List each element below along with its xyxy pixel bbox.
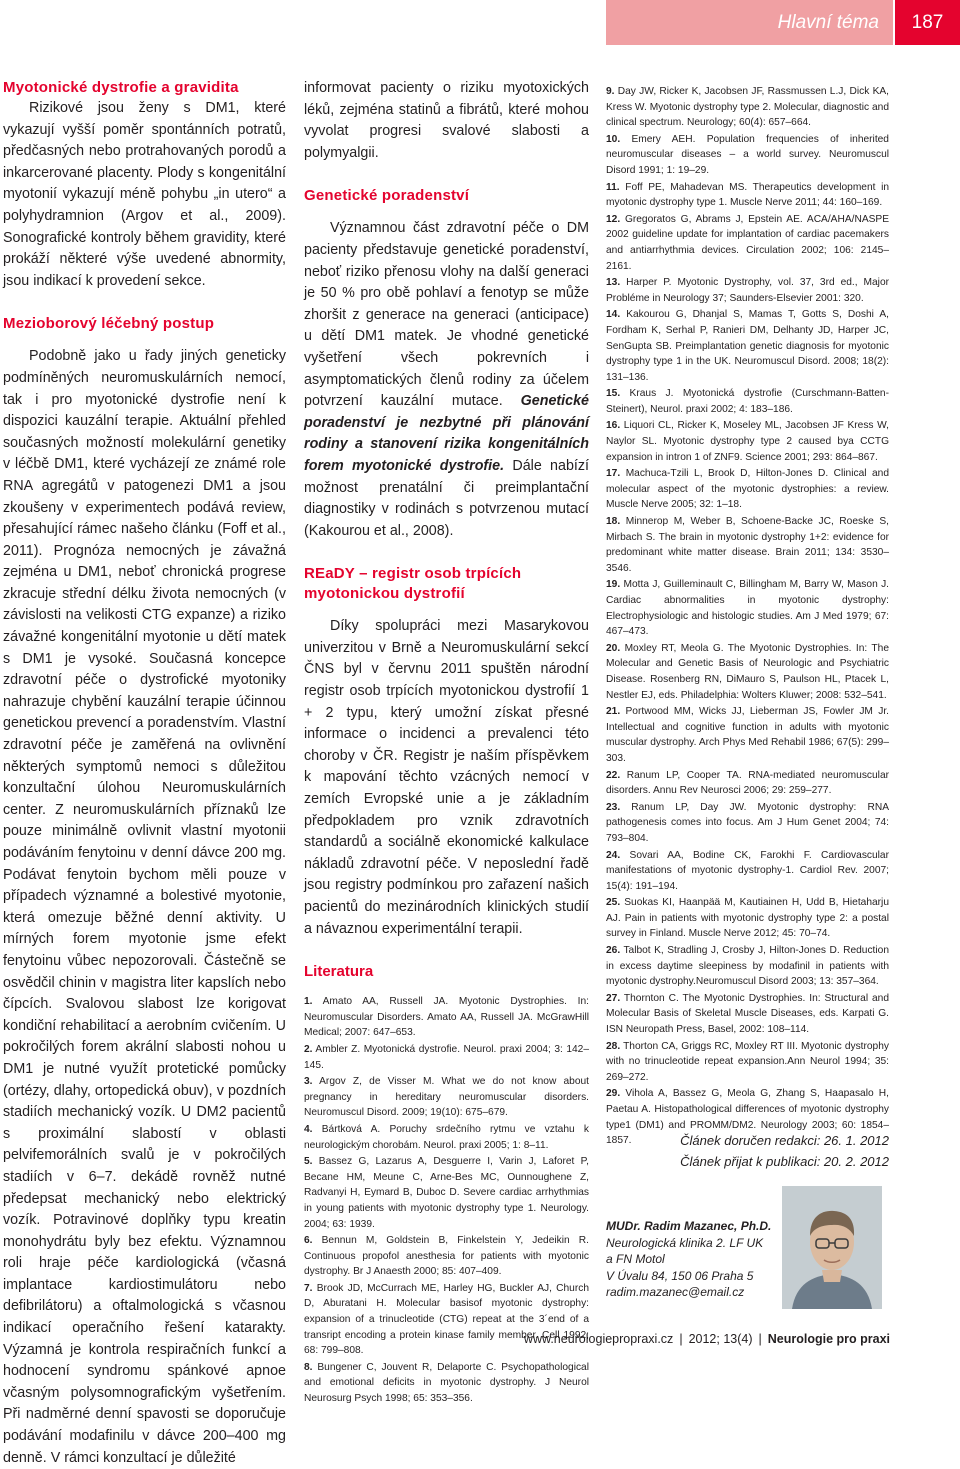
reference-item: 8. Bungener C, Jouvent R, Delaporte C. Psychopathological and emotional deficits in myotonic dystrophy. J Neurol Neurosurg Psych 1998; 65: 353–356. [304,1361,589,1405]
reference-item: 18. Minnerop M, Weber B, Schoene-Backe JC, Roeske S, Mirbach S. The brain in myotonic dystrophy 1+2: evidence for predominant white matter disease. Brain 2011; 134: 3530–3546. [606,516,889,574]
heading-genetic-counseling: Genetické poradenství [304,187,470,205]
page-footer [492,1330,890,1348]
reference-item: 6. Bennun M, Goldstein B, Finkelstein Y, Jedeikin R. Continuous propofol anesthesia for patients with myotonic dystrophy. Br J Anaesth 2000; 85: 407–409. [304,1235,589,1278]
reference-item: 17. Machuca-Tzili L, Brook D, Hilton-Jones D. Clinical and molecular aspect of the myotonic dystrophies: a review. Muscle Nerve 2005; 32: 1–18. [606,468,889,511]
author-affiliation-1: Neurologická klinika 2. LF UK [606,1235,764,1250]
reference-item: 9. Day JW, Ricker K, Jacobsen JF, Rassmussen L.J, Dick KA, Kress W. Myotonic dystrophy type 2. Molecular, diagnostic and clinical spectrum. Neurology; 60(4): 657–664. [606,86,889,129]
paragraph-treatment-text: Podobně jako u řady jiných geneticky podmíněných neuromuskulárních nemocí, tak i pro myotonické dystrofie není k dispozici kauzální terapie. Aktuální přehled současných možností molekulární genetiky v léčbě DM1, které vycházejí ze známé role RNA agregátů v patogenezi DM1 a jsou zkoušeny v experimentech podává review, přesahující rámec našeho článku (Foff et al., 2011). Prognóza nemocných je závažná zejména u DM1, neboť chronická progrese zkracuje střední délku života nemocných (v závislosti na velikosti CTG expanze) a riziko závažné kongenitální myotonie u dětí matek s DM1 je vysoké. Současná koncepce zdravotní péče o dystrofické myotoniky nahrazuje chybění kauzální terapie účinnou genetickou prevencí a poradenstvím. Vlastní zdravotní péče je zaměřená na ovlivnění některých symptomů nemoci s důležitou konzultační úlohou Neuromuskulárních center. Z neuromuskulárních příznaků lze pouze minimálně ovlivnit vlastní myotonii podáváním fenytoinu v denní dávce 200 mg. Podávat fenytoin bychom měli pouze v případech významné a bolestivé myotonie, která omezuje běžné denní aktivity. U mírných forem myotonie jsme efekt fenytoinu vůbec nepozorovali. Částečně se osvědčil chinin v magistra liter kapslích nebo čípcích. Svalovou slabost lze korigovat kondiční rehabilitací a aerobním cvičením. U pokročilých forem akrální slabosti nohou u DM1 je nutné využít protetické pomůcky (ortézy, dlahy, ortopedická obuv), v pozdních stadiích mechanický vozík. U DM2 pacientů s proximální slabostí v oblasti pelvifemorálních svalů je v pokročilých stadiích v 6–7. dekádě rovněž nutné předepsat mechanický nebo elektrický vozík. Potravinové doplňky typu kreatin monohydrátu byly bez efektu. Významnou roli hraje péče kardiologická (včasná implantace kardiostimulátoru nebo defibrilátoru) a oftalmologická s včasnou indikací operačního řešení katarakty. Výzamná je kontrola respiračních funkcí a hodnocení syndromu spánkové apnoe včasným polysomnografickým vyšetřením. Při nadměrné denní spavosti se doporučuje podávání modafinilu v dávce 200–400 mg denně. V rámci konzultací je důležité [3,348,286,1466]
paragraph-pregnancy [3,98,286,292]
reference-list-2 [606,84,889,1149]
author-address: V Úvalu 84, 150 06 Praha 5 [606,1268,754,1283]
heading-pregnancy: Myotonické dystrofie a gravidita [3,79,239,96]
heading-literature: Literatura [304,963,374,981]
reference-item: 26. Talbot K, Stradling J, Crosby J, Hilton-Jones D. Reduction in excess daytime sleepiness by modafinil in patients with myotonic dystrophy.Neuromuscul Disord 2003; 13: 357–364. [606,945,889,988]
heading-treatment: Mezioborový léčebný postup [3,315,215,333]
reference-item: 22. Ranum LP, Cooper TA. RNA-mediated neuromuscular disorders. Annu Rev Neurosci 2006; 29: 259–277. [606,769,889,797]
reference-item: 5. Bassez G, Lazarus A, Desguerre I, Varin J, Laforet P, Becane HM, Meune C, Arne-Bes MC, Ounnoughene Z, Radvanyi H, Eymard B, Duboc D. Severe cardiac arrhythmias in young patients with myotonic dystrophy type 1. Neurology. 2004; 63: 1939. [304,1156,589,1230]
reference-item: 7. Brook JD, McCurrach ME, Harley HG, Buckler AJ, Church D, Aburatani H. Molecular basisof myotonic dystrophy: expansion of a trinucleotide (CTG) repeat at the 3´end of a transript encoding a protein kinase family member. Cell 1992; 68: 799–808. [304,1282,589,1357]
reference-item: 25. Suokas KI, Haanpää M, Kautiainen H, Udd B, Hietaharju AJ. Pain in patients with myotonic dystrophy type 2: a postal survey in Finland. Muscle Nerve 2012; 45: 70–74. [606,897,889,940]
reference-item: 3. Argov Z, de Visser M. What we do not know about pregnancy in hereditary neuromuscular disorders. Neuromuscul Disord. 2009; 19(10): 675–679. [304,1076,589,1119]
received-date: Článek doručen redakci: 26. 1. 2012 [680,1133,889,1148]
reference-item: 1. Amato AA, Russell JA. Myotonic Dystrophies. In: Neuromuscular Disorders. Amato AA, Russell JA. McGrawHill Medical; 2007: 647–653. [304,996,589,1039]
footer-separator: | [679,1332,683,1346]
heading-ready-registry: REaDY – registr osob trpících myotonickou dystrofií [304,565,522,603]
reference-item: 23. Ranum LP, Day JW. Myotonic dystrophy: RNA pathogenesis comes into focus. Am J Hum Genet 2004; 74: 793–804. [606,801,889,844]
accepted-date: Článek přijat k publikaci: 20. 2. 2012 [680,1154,889,1169]
paragraph-treatment [3,346,286,1469]
paragraph-genetic-emphasis: Genetické poradenství je nezbytné při plánování rodiny a stanovení rizika kongenitálních forem myotonické dystrofie. [304,393,589,474]
reference-item: 12. Gregoratos G, Abrams J, Epstein AE. ACA/AHA/NASPE 2002 guideline update for implantation of cardiac pacemakers and antiarrhythmia devices. Circulation 2002; 106: 2145–2161. [606,213,889,272]
section-label [606,0,893,45]
author-portrait-icon [782,1186,882,1309]
author-name: MUDr. Radim Mazanec, Ph.D. [606,1219,772,1233]
reference-item: 16. Liquori CL, Ricker K, Moseley ML, Jacobsen JF Kress W, Naylor SL. Myotonic dystrophy type 2 caused bya CCTG expansion in intron 1 of ZNF9. Science 2001; 293: 864–867. [606,420,889,463]
article-received-notes [606,1130,889,1172]
reference-item: 27. Thornton C. The Myotonic Dystrophies. In: Structural and Molecular Basis of Skeletal Muscle Diseases, eds. Karpati G. ISN Neuropath Press, Basel, 2002: 108–114. [606,992,889,1036]
paragraph-ready-text: Díky spolupráci mezi Masarykovou univerzitou v Brně a Neuromuskulární sekcí ČNS byl v červnu 2011 spuštěn národní registr osob trpících myotonickou dystrofií 1 + 2 typu, který umožní získat přesné informace o incidenci a prevalenci této choroby v ČR. Registr je naším příspěvkem k mapování těchto vzácných nemocí v zemích Evropské unie a je základním předpokladem pro vznik zdravotních standardů a sociálně ekonomické kalkulace nákladů zdravotní péče. V neposlední řadě jsou registry podmínkou pro zařazení našich pacientů do mezinárodních klinických studií a návaznou experimentální terapii. [304,618,589,937]
reference-item: 13. Harper P. Myotonic Dystrophy, vol. 37, 3rd ed., Major Probléme in Neurology 37; Saunders-Elsevier 2001: 320. [606,277,889,304]
footer-journal: Neurologie pro praxi [767,1332,890,1346]
paragraph-genetic-counseling [304,218,589,542]
reference-item: 14. Kakourou G, Dhanjal S, Mamas T, Gotts S, Doshi A, Fordham K, Serhal P, Ranieri DM, Delhanty JD, Harper JC, SenGupta SB. Preimplantation genetic diagnosis for myotonic dystrophy type 1 in the UK. Neuromuscul Disord. 2008; 18(2): 131–136. [606,309,889,383]
footer-website[interactable]: www.neurologiepropraxi.cz [523,1332,674,1346]
author-photo [782,1186,882,1309]
column-1 [3,78,286,1466]
paragraph-genetic-a: Významnou část zdravotní péče o DM pacienty představuje genetické poradenství, neboť riziko přenosu vlohy na další generaci je 50 % pro obě pohlaví a fenotyp se může zhoršit z generace na generaci (anticipace) u dětí DM1 matek. Je vhodné genetické vyšetření všech pokrevních i asymptomatických členů rodiny za účelem potvrzení kauzální mutace. [304,220,589,410]
reference-item: 2. Ambler Z. Myotonická dystrofie. Neurol. praxi 2004; 3: 142–145. [304,1043,589,1071]
reference-item: 20. Moxley RT, Meola G. The Myotonic Dystrophies. In: The Molecular and Genetic Basis of Neurologic and Psychiatric Disease. Rosenberg RN, DiMauro S, Paulson HL, Ptacek L, Nestler EJ, eds. Philadelphia: Wolters Kluwer; 2008: 532–541. [606,642,889,701]
reference-item: 10. Emery AEH. Population frequencies of inherited neuromuscular diseases – a world survey. Neuromuscul Disord 1991; 1: 19–29. [606,133,889,176]
footer-issue: 2012; 13(4) [688,1332,753,1346]
footer-separator: | [758,1332,762,1346]
reference-item: 28. Thorton CA, Griggs RC, Moxley RT III. Myotonic dystrophy with no trinucleotide repeat expansion.Ann Neurol 1994; 35: 269–272. [606,1040,889,1083]
column-2 [304,78,590,1405]
reference-item: 15. Kraus J. Myotonická dystrofie (Curschmann-Batten-Steinert), Neurol. praxi 2002; 4: 183–186. [606,388,889,415]
reference-item: 29. Vihola A, Bassez G, Meola G, Zhang S, Haapasalo H, Paetau A. Histopathological differences of myotonic dystrophy type1 (DM1) and PROMM/DM2. Neurology 2003; 60: 1854–1857. [606,1088,889,1147]
reference-item: 4. Bártková A. Poruchy srdečního rytmu ve vztahu k neurologickým chorobám. Neurol. praxi 2005; 1: 8–11. [304,1123,589,1151]
reference-item: 19. Motta J, Guilleminault C, Billingham M, Barry W, Mason J. Cardiac abnormalities in myotonic dystrophy: Electrophysiologic and histologic studies. Am J Med 1979; 67: 467–473. [606,579,889,638]
paragraph-pregnancy-text: Rizikové jsou ženy s DM1, které vykazují vyšší poměr spontánních potratů, předčasných nebo protrahovaných porodů a inkarcerované placenty. Plody s kongenitální myotonií vykazují méně pohybu „in utero“ a polyhydramnion (Argov et al., 2009). Sonografické kontroly během gravidity, které prokáží některé výše uvedené abnormity, jsou indikací k provedení sekce. [3,100,286,289]
reference-item: 11. Foff PE, Mahadevan MS. Therapeutics development in myotonic dystrophy type 1. Muscle Nerve 2011; 44: 160–169. [606,181,889,209]
author-affiliation-2: a FN Motol [606,1252,665,1266]
reference-item: 21. Portwood MM, Wicks JJ, Lieberman JS, Fowler JM Jr. Intellectual and cognitive function in adults with myotonic muscular dystrophy. Arch Phys Med Rehabil 1986; 67(5): 299–303. [606,706,889,764]
paragraph-ready-registry [304,616,589,940]
author-email[interactable]: radim.mazanec@email.cz [606,1285,745,1299]
page-number-text: 187 [911,11,944,33]
author-box [606,1218,781,1301]
reference-item: 24. Sovari AA, Bodine CK, Farokhi F. Cardiovascular manifestations of myotonic dystrophy-1. Cardiol Rev. 2007; 15(4): 191–194. [606,849,889,892]
paragraph-continuation: informovat pacienty o riziku myotoxických léků, zejména statinů a fibrátů, které mohou vyvolat progresi svalové slabosti a polymyalgii. [304,80,589,161]
section-label-text: Hlavní téma [777,11,879,33]
paragraph-genetic-c: Dále nabízí možnost prenatální či preimplantační diagnostiky v rodinách s potvrzenou mutací (Kakourou et al., 2008). [304,457,590,539]
page-number [895,0,960,45]
